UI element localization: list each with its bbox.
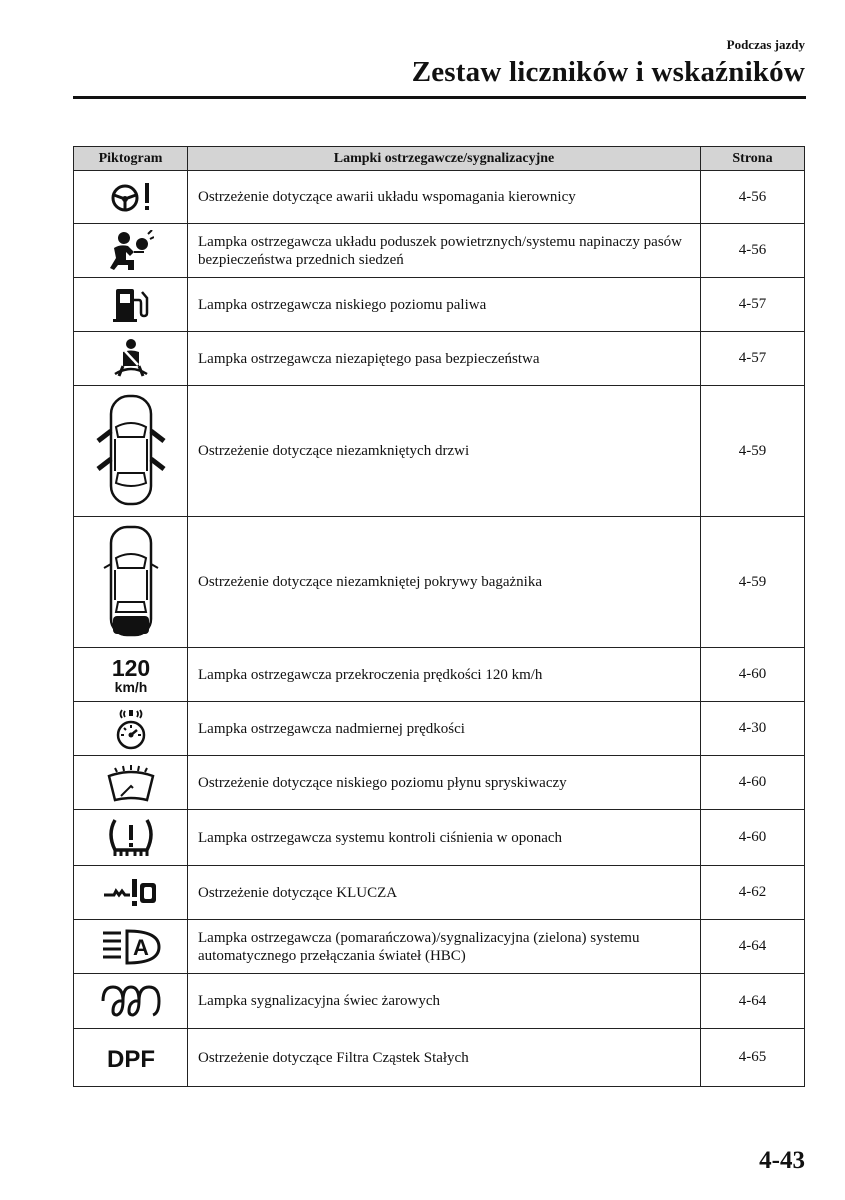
row-page-ref: 4-57 [701, 332, 805, 386]
table-header-row [74, 147, 805, 171]
row-description: Lampka ostrzegawcza systemu kontroli ciśnienia w oponach [188, 810, 701, 866]
page-number: 4-43 [759, 1147, 805, 1174]
row-description: Ostrzeżenie dotyczące niezamkniętych drzwi [188, 386, 701, 517]
row-page-ref: 4-65 [701, 1029, 805, 1087]
auto-high-beam-letter: A [132, 934, 149, 960]
row-description: Ostrzeżenie dotyczące niskiego poziomu płynu spryskiwaczy [188, 756, 701, 810]
table-row [74, 920, 805, 974]
table-row [74, 171, 805, 224]
airbag-warning-icon [108, 230, 154, 272]
table-row [74, 1029, 805, 1087]
row-page-ref: 4-64 [701, 920, 805, 974]
row-description: Lampka ostrzegawcza niezapiętego pasa bezpieczeństwa [188, 332, 701, 386]
row-description: Lampka ostrzegawcza przekroczenia prędkości 120 km/h [188, 648, 701, 702]
row-description: Lampka ostrzegawcza niskiego poziomu paliwa [188, 278, 701, 332]
row-description: Ostrzeżenie dotyczące Filtra Cząstek Stałych [188, 1029, 701, 1087]
row-description: Lampka ostrzegawcza nadmiernej prędkości [188, 702, 701, 756]
door-ajar-icon [86, 393, 176, 509]
section-title: Podczas jazdy [726, 37, 805, 52]
power-steering-warning-icon [108, 177, 154, 217]
row-description: Ostrzeżenie dotyczące niezamkniętej pokrywy bagażnika [188, 517, 701, 648]
auto-high-beam-icon [101, 927, 161, 967]
row-description: Lampka ostrzegawcza (pomarańczowa)/sygnalizacyjna (zielona) systemu automatycznego przełączania świateł (HBC) [188, 920, 701, 974]
page-title: Zestaw liczników i wskaźników [411, 56, 805, 88]
glow-plug-icon [99, 983, 163, 1019]
table-row [74, 756, 805, 810]
row-page-ref: 4-57 [701, 278, 805, 332]
table-row [74, 866, 805, 920]
row-page-ref: 4-62 [701, 866, 805, 920]
overspeed-icon [108, 708, 154, 750]
dpf-icon [99, 1042, 163, 1074]
row-page-ref: 4-30 [701, 702, 805, 756]
table-row [74, 810, 805, 866]
row-description: Ostrzeżenie dotyczące awarii układu wspomagania kierownicy [188, 171, 701, 224]
speed-120-icon [106, 654, 156, 696]
seat-belt-icon [111, 338, 151, 380]
table-row [74, 386, 805, 517]
indicator-table [73, 146, 805, 1087]
table-row [74, 224, 805, 278]
row-page-ref: 4-59 [701, 386, 805, 517]
dpf-text: DPF [106, 1045, 155, 1073]
column-header-pictogram: Piktogram [74, 147, 188, 171]
table-row [74, 517, 805, 648]
washer-fluid-icon [105, 762, 157, 804]
table-row [74, 332, 805, 386]
table-row [74, 648, 805, 702]
speed-120-unit: km/h [114, 678, 147, 695]
row-page-ref: 4-60 [701, 648, 805, 702]
trunk-open-icon [96, 524, 166, 640]
table-row [74, 702, 805, 756]
row-page-ref: 4-64 [701, 974, 805, 1029]
tire-pressure-icon [105, 816, 157, 860]
column-header-description: Lampki ostrzegawcze/sygnalizacyjne [188, 147, 701, 171]
table-row [74, 974, 805, 1029]
row-page-ref: 4-56 [701, 224, 805, 278]
row-page-ref: 4-59 [701, 517, 805, 648]
row-page-ref: 4-60 [701, 756, 805, 810]
title-rule [73, 96, 806, 99]
row-description: Lampka ostrzegawcza układu poduszek powietrznych/systemu napinaczy pasów bezpieczeństwa przednich siedzeń [188, 224, 701, 278]
speed-120-value: 120 [111, 654, 150, 681]
key-warning-icon [102, 875, 160, 911]
row-page-ref: 4-56 [701, 171, 805, 224]
row-description: Ostrzeżenie dotyczące KLUCZA [188, 866, 701, 920]
row-page-ref: 4-60 [701, 810, 805, 866]
low-fuel-icon [111, 286, 151, 324]
row-description: Lampka sygnalizacyjna świec żarowych [188, 974, 701, 1029]
table-row [74, 278, 805, 332]
column-header-page: Strona [701, 147, 805, 171]
